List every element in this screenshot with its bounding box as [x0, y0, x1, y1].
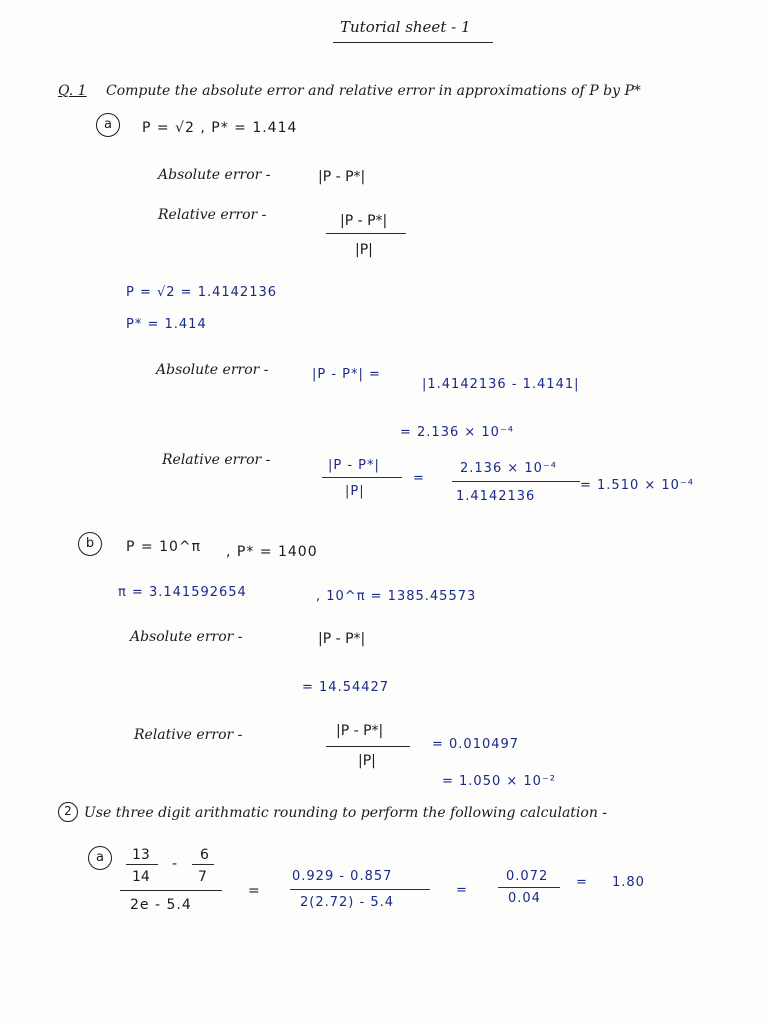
q1b-abs-label: Absolute error - [130, 629, 243, 645]
q2a-denominator: 2e - 5.4 [130, 897, 192, 913]
q2a-frac1-bar [126, 864, 158, 865]
q1b-ten-pi: , 10^π = 1385.45573 [316, 589, 477, 604]
q1a-p-value: P = √2 = 1.4142136 [126, 285, 278, 300]
q1a-rel-den-3: 1.4142136 [456, 489, 536, 504]
q1a-rel-label: Relative error - [158, 207, 267, 223]
q1a-label: a [96, 113, 120, 137]
page-title: Tutorial sheet - 1 [340, 18, 471, 36]
q2a-equals-3: = [576, 875, 588, 890]
q1-number: Q. 1 [58, 83, 87, 99]
q1a-abs-calc-rhs: |1.4142136 - 1.4141| [422, 377, 580, 392]
q2-prompt: Use three digit arithmatic rounding to perform the following calculation - [84, 805, 608, 821]
q2-number: 2 [58, 802, 78, 822]
q1a-abs-formula: |P - P*| [318, 169, 366, 185]
q2a-equals-1: = [248, 883, 260, 899]
q2a-step-num: 0.929 - 0.857 [292, 869, 393, 884]
q1a-rel-fraction-bar [326, 233, 406, 234]
q2a-step2-bar [498, 887, 560, 888]
q2a-frac1-den: 14 [132, 869, 150, 885]
q2a-frac2-den: 7 [198, 869, 207, 885]
q2a-step-den: 2(2.72) - 5.4 [300, 895, 394, 910]
q1-prompt: Compute the absolute error and relative error in approximations of P by P* [106, 83, 641, 99]
q2a-frac2-num: 6 [200, 847, 209, 863]
q1a-rel-equals: = [413, 471, 425, 486]
q2a-equals-2: = [456, 883, 468, 898]
q1a-rel-label-2: Relative error - [162, 452, 271, 468]
q2a-step2-num: 0.072 [506, 869, 549, 884]
q1b-given-p: P = 10^π [126, 539, 202, 555]
q2a-step-bar [290, 889, 430, 890]
q1a-given: P = √2 , P* = 1.414 [142, 120, 298, 136]
q1a-rel-fraction-bar-2 [322, 477, 402, 478]
q1a-rel-num: |P - P*| [340, 213, 388, 229]
q2a-minus: - [172, 856, 178, 872]
q1a-rel-fraction-bar-3 [452, 481, 580, 482]
q1a-rel-den: |P| [355, 242, 373, 258]
q1a-rel-result: = 1.510 × 10⁻⁴ [580, 478, 695, 493]
q1b-rel-result: = 1.050 × 10⁻² [442, 774, 557, 789]
q1a-rel-den-2: |P| [345, 484, 365, 499]
title-underline [333, 42, 493, 43]
q1b-abs-formula: |P - P*| [318, 631, 366, 647]
q1a-abs-calc: |P - P*| = [312, 367, 381, 382]
q1b-abs-result: = 14.54427 [302, 680, 390, 695]
q1b-given-pstar: , P* = 1400 [226, 544, 318, 560]
q1a-abs-label: Absolute error - [158, 167, 271, 183]
q1b-rel-num: |P - P*| [336, 723, 384, 739]
q1b-rel-den: |P| [358, 753, 376, 769]
q2a-frac1-num: 13 [132, 847, 150, 863]
q1a-abs-label-2: Absolute error - [156, 362, 269, 378]
q2a-frac2-bar [192, 864, 214, 865]
q2a-main-bar [120, 890, 222, 891]
q1b-label: b [78, 532, 102, 556]
q1b-rel-fraction-bar [326, 746, 410, 747]
q1a-pstar-value: P* = 1.414 [126, 317, 207, 332]
q2a-result: 1.80 [612, 875, 645, 890]
q1b-rel-label: Relative error - [134, 727, 243, 743]
q1a-abs-result: = 2.136 × 10⁻⁴ [400, 425, 515, 440]
q1a-rel-num-3: 2.136 × 10⁻⁴ [460, 461, 557, 476]
q2a-step2-den: 0.04 [508, 891, 541, 906]
q2a-label: a [88, 846, 112, 870]
q1b-pi-value: π = 3.141592654 [118, 585, 247, 600]
q1b-rel-eq: = 0.010497 [432, 737, 520, 752]
q1a-rel-num-2: |P - P*| [328, 458, 380, 473]
